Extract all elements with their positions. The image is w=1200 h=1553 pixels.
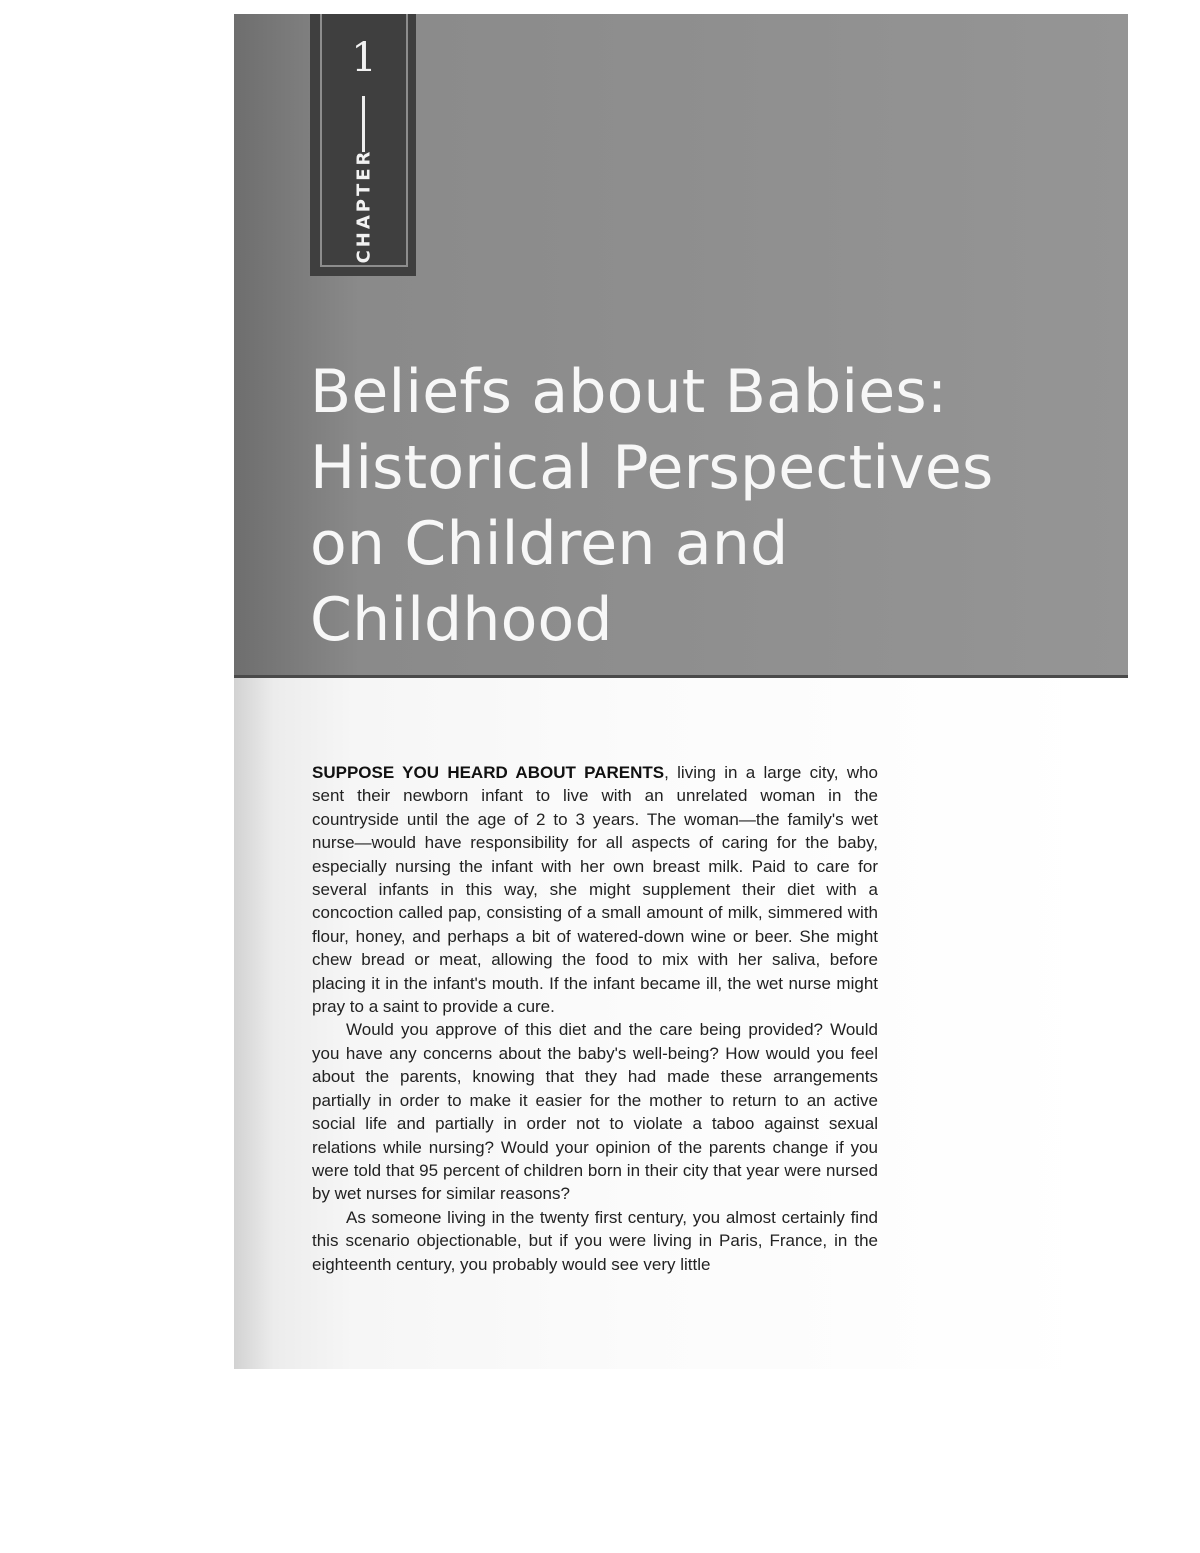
body-text [312, 761, 878, 1276]
chapter-title-line: Childhood [310, 585, 613, 655]
chapter-label: CHAPTER [353, 148, 375, 264]
chapter-title-line: on Children and [310, 509, 789, 579]
paragraph-1-text: , living in a large city, who sent their newborn infant to live with an unrelated woman in the countryside until the age of 2 to 3 years. The woman—the family's wet nurse—would have responsibility for all aspects of caring for the baby, especially nursing the infant with her own breast milk. Paid to care for several infants in this way, she might supplement their diet with a concoction called pap, consisting of a small amount of milk, simmered with flour, honey, and perhaps a bit of watered-down wine or beer. She might chew bread or meat, allowing the food to mix with her saliva, before placing it in the infant's mouth. If the infant became ill, the wet nurse might pray to a saint to provide a cure. [312, 763, 879, 1017]
paragraph-2: Would you approve of this diet and the care being provided? Would you have any concerns about the baby's well-being? How would you feel about the parents, knowing that they had made these arrangements partially in order to make it easier for the mother to return to an active social life and partially in order not to violate a taboo against sexual relations while nursing? Would your opinion of the parents change if you were told that 95 percent of children born in their city that year were nursed by wet nurses for similar reasons? [312, 1020, 878, 1204]
chapter-title [310, 354, 1110, 658]
chapter-tab [310, 14, 416, 276]
chapter-divider [362, 96, 365, 152]
chapter-tab-frame [320, 14, 408, 267]
book-page [234, 14, 1128, 1369]
paragraph-1 [312, 761, 878, 1018]
lead-in-text: SUPPOSE YOU HEARD ABOUT PARENTS [312, 763, 665, 782]
chapter-title-line: Historical Perspectives [310, 433, 994, 503]
chapter-number: 1 [351, 35, 377, 81]
paragraph-3: As someone living in the twenty first century, you almost certainly find this scenario objectionable, but if you were living in Paris, France, in the eighteenth century, you probably would see very little [312, 1207, 878, 1274]
chapter-banner [234, 14, 1128, 678]
chapter-title-line: Beliefs about Babies: [310, 357, 948, 427]
